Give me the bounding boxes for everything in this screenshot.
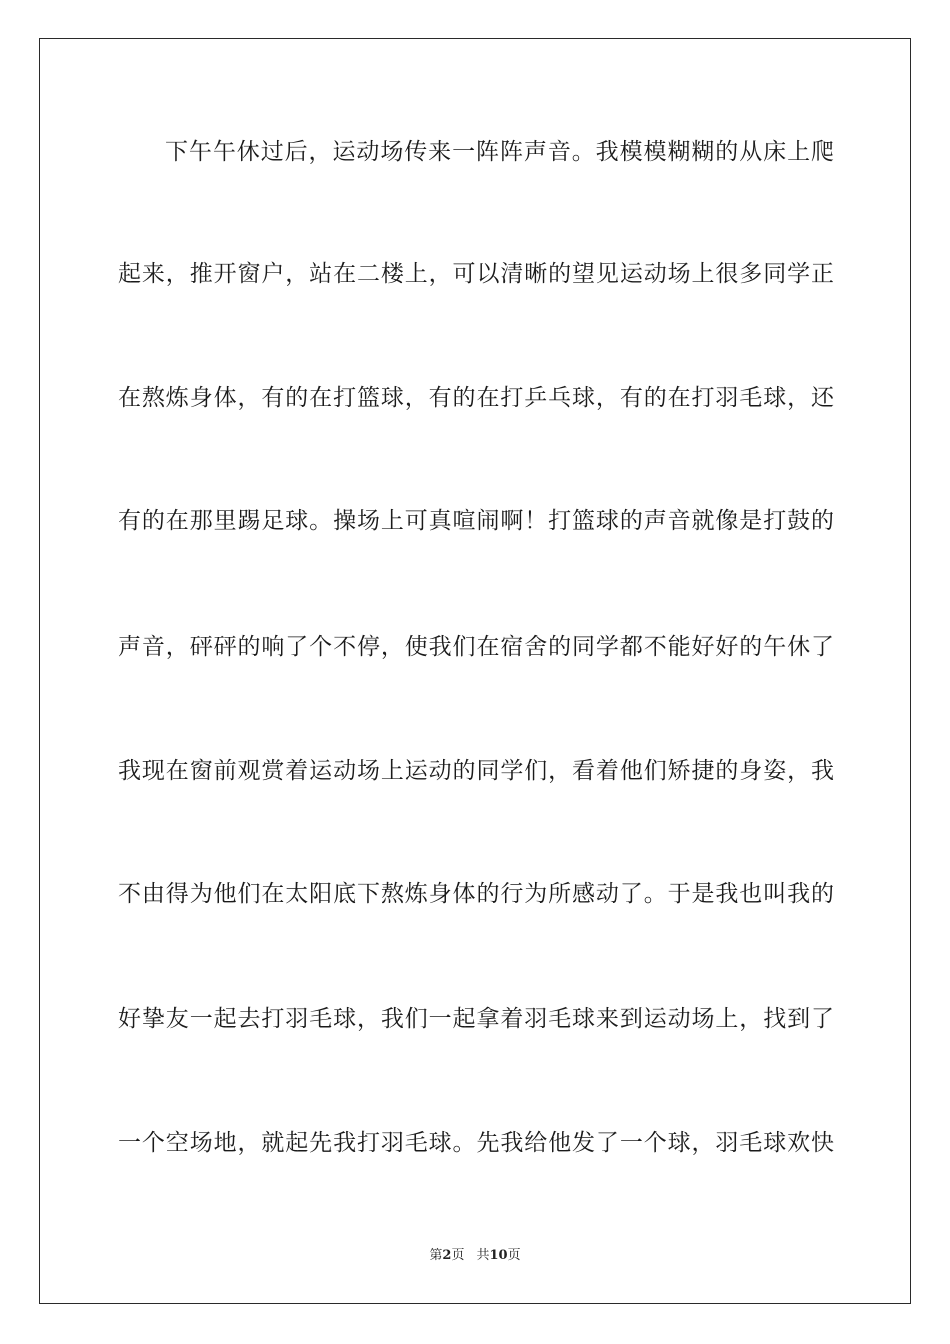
paragraph-line-9: 一个空场地，就起先我打羽毛球。先我给他发了一个球，羽毛球欢快 [118, 1130, 834, 1156]
page-footer [0, 1247, 950, 1265]
page-suffix: 页 [451, 1248, 465, 1263]
page-number: 2 [442, 1248, 452, 1263]
page-frame [39, 38, 911, 1304]
paragraph-line-8: 好挚友一起去打羽毛球，我们一起拿着羽毛球来到运动场上，找到了 [118, 1006, 834, 1032]
paragraph-line-1: 下午午休过后，运动场传来一阵阵声音。我模模糊糊的从床上爬 [165, 139, 834, 165]
paragraph-line-6: 我现在窗前观赏着运动场上运动的同学们，看着他们矫捷的身姿，我 [118, 758, 834, 784]
paragraph-line-3: 在熬炼身体，有的在打篮球，有的在打乒乓球，有的在打羽毛球，还 [118, 385, 834, 411]
paragraph-line-5: 声音，砰砰的响了个不停，使我们在宿舍的同学都不能好好的午休了 [118, 634, 834, 660]
total-suffix: 页 [507, 1248, 521, 1263]
paragraph-line-2: 起来，推开窗户，站在二楼上，可以清晰的望见运动场上很多同学正 [118, 261, 834, 287]
paragraph-line-4: 有的在那里踢足球。操场上可真喧闹啊！打篮球的声音就像是打鼓的 [118, 508, 834, 534]
total-pages: 10 [489, 1248, 508, 1263]
page-prefix: 第 [429, 1248, 443, 1263]
total-prefix: 共 [476, 1248, 490, 1263]
paragraph-line-7: 不由得为他们在太阳底下熬炼身体的行为所感动了。于是我也叫我的 [118, 881, 834, 907]
